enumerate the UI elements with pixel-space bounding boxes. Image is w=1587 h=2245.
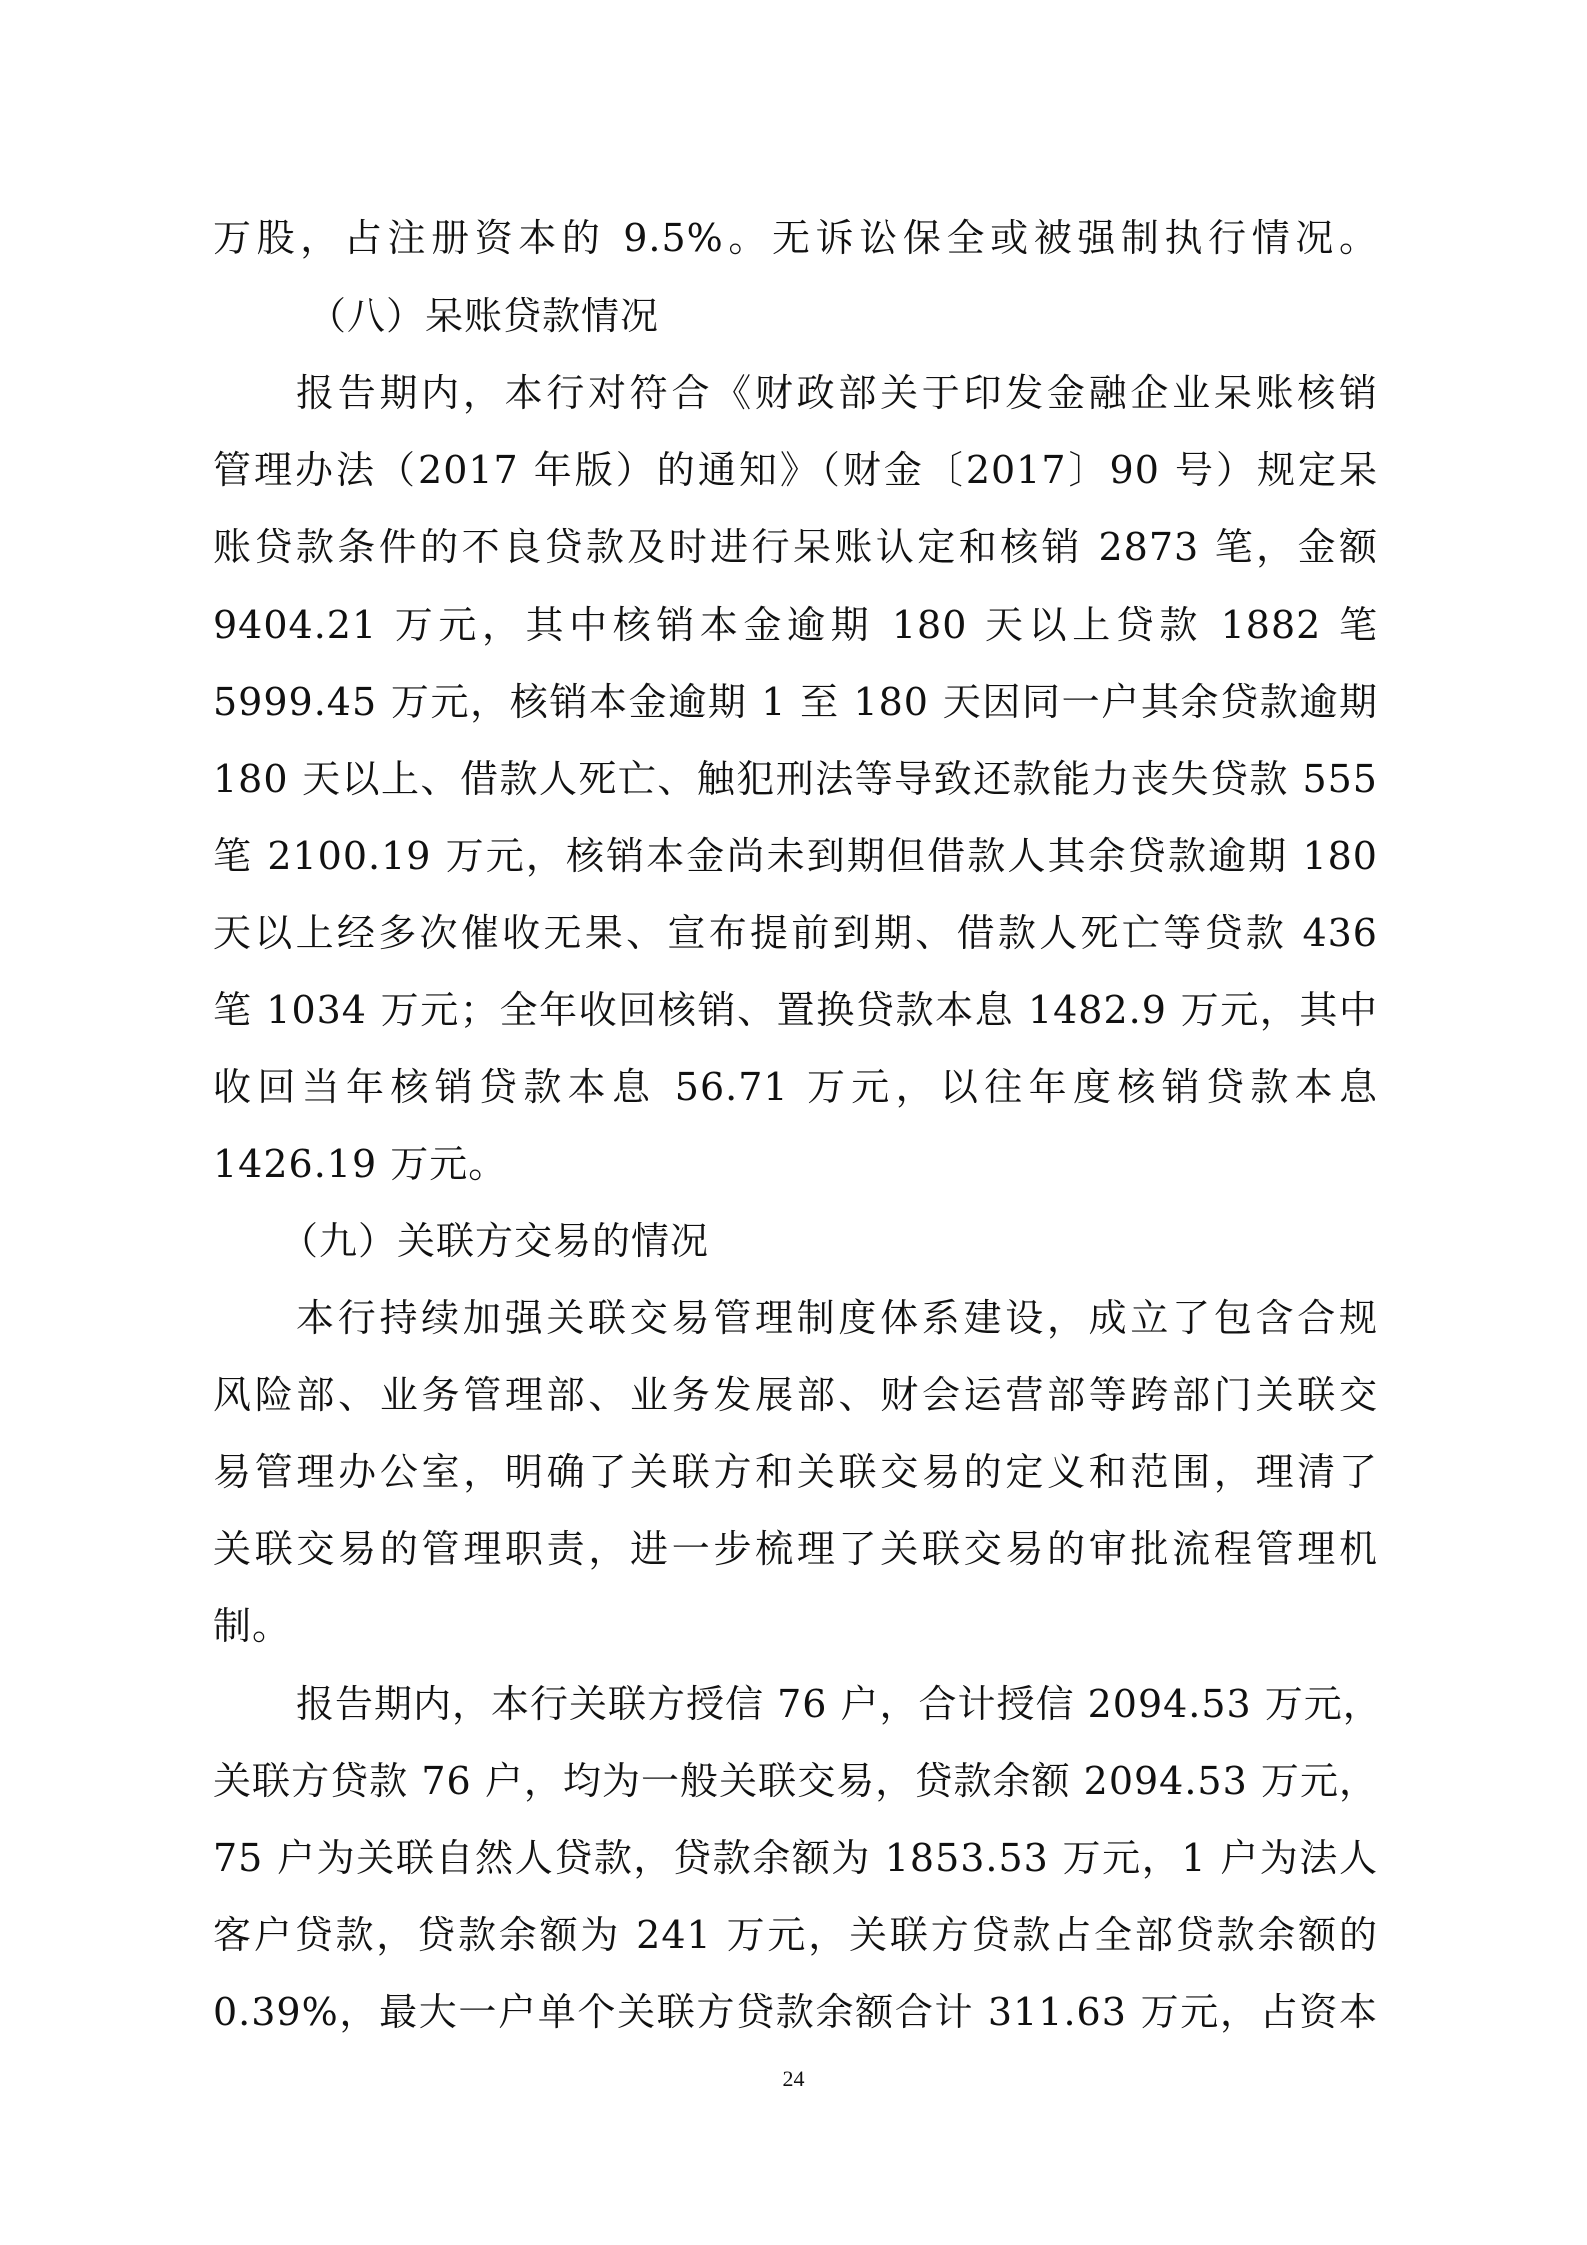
- section-heading: （九）关联方交易的情况: [280, 1219, 710, 1263]
- text-line: 账贷款条件的不良贷款及时进行呆账认定和核销 2873 笔，金额: [213, 525, 1378, 569]
- text-line: 180 天以上、借款人死亡、触犯刑法等导致还款能力丧失贷款 555: [213, 757, 1378, 801]
- text-line: 9404.21 万元，其中核销本金逾期 180 天以上贷款 1882 笔: [213, 603, 1378, 647]
- text-line: 管理办法（2017 年版）的通知》（财金〔2017〕90 号）规定呆: [213, 448, 1378, 492]
- text-line: 客户贷款，贷款余额为 241 万元，关联方贷款占全部贷款余额的: [213, 1913, 1378, 1957]
- text-line: 笔 1034 万元；全年收回核销、置换贷款本息 1482.9 万元，其中: [213, 988, 1378, 1032]
- section-heading: （八）呆账贷款情况: [308, 294, 660, 338]
- text-line: 报告期内，本行关联方授信 76 户，合计授信 2094.53 万元，: [296, 1682, 1382, 1726]
- text-line: 1426.19 万元。: [213, 1142, 508, 1186]
- text-line: 0.39%，最大一户单个关联方贷款余额合计 311.63 万元，占资本: [213, 1990, 1378, 2034]
- text-line: 本行持续加强关联交易管理制度体系建设，成立了包含合规: [296, 1296, 1378, 1340]
- text-line: 关联交易的管理职责，进一步梳理了关联交易的审批流程管理机: [213, 1527, 1378, 1571]
- text-line: 风险部、业务管理部、业务发展部、财会运营部等跨部门关联交: [213, 1373, 1378, 1417]
- text-line: 关联方贷款 76 户，均为一般关联交易，贷款余额 2094.53 万元，: [213, 1759, 1378, 1803]
- text-line: 5999.45 万元，核销本金逾期 1 至 180 天因同一户其余贷款逾期: [213, 680, 1378, 724]
- text-line: 报告期内，本行对符合《财政部关于印发金融企业呆账核销: [296, 371, 1378, 415]
- text-line: 75 户为关联自然人贷款，贷款余额为 1853.53 万元，1 户为法人: [213, 1836, 1378, 1880]
- text-line: 笔 2100.19 万元，核销本金尚未到期但借款人其余贷款逾期 180: [213, 834, 1378, 878]
- page-number: 24: [782, 2066, 805, 2091]
- text-line: 万股，占注册资本的 9.5%。无诉讼保全或被强制执行情况。: [213, 216, 1378, 260]
- text-line: 天以上经多次催收无果、宣布提前到期、借款人死亡等贷款 436: [213, 911, 1378, 955]
- text-line: 制。: [213, 1604, 292, 1648]
- text-line: 易管理办公室，明确了关联方和关联交易的定义和范围，理清了: [213, 1450, 1378, 1494]
- text-line: 收回当年核销贷款本息 56.71 万元，以往年度核销贷款本息: [213, 1065, 1378, 1109]
